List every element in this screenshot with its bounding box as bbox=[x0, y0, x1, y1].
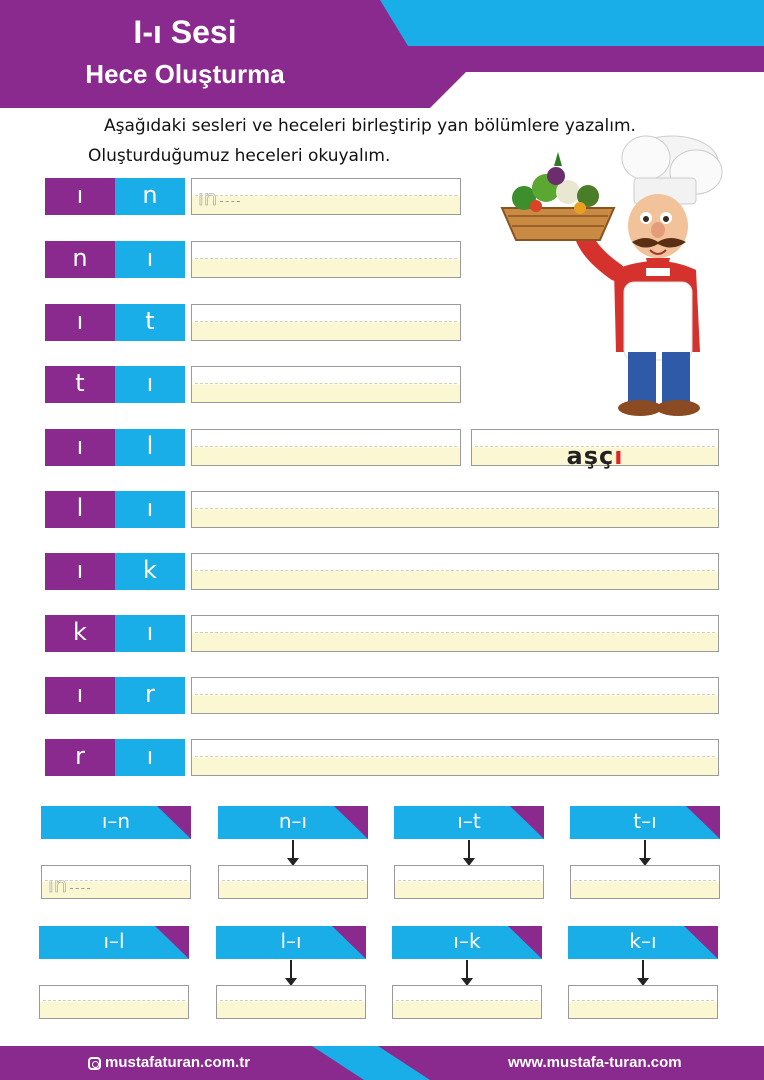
writing-box[interactable] bbox=[191, 241, 461, 278]
syllable-writing-box[interactable] bbox=[568, 985, 718, 1019]
letter-tile-right: ı bbox=[115, 366, 185, 403]
writing-box[interactable] bbox=[191, 677, 719, 714]
down-arrow-icon bbox=[466, 960, 468, 980]
letter-tile-left: k bbox=[45, 615, 115, 652]
trace-dash bbox=[220, 201, 240, 202]
down-arrow-icon bbox=[290, 960, 292, 980]
word-box[interactable] bbox=[471, 429, 719, 470]
instagram-icon bbox=[88, 1057, 101, 1070]
syllable-label: ı–k bbox=[392, 926, 542, 959]
writing-box[interactable] bbox=[191, 739, 719, 776]
letter-tile-right: n bbox=[115, 178, 185, 215]
letter-tile-right: ı bbox=[115, 491, 185, 528]
syllable-label: t–ı bbox=[570, 806, 720, 839]
down-arrow-icon bbox=[644, 840, 646, 860]
letter-tile-right: ı bbox=[115, 241, 185, 278]
trace-text: ın bbox=[48, 873, 68, 897]
letter-tile-left: ı bbox=[45, 178, 115, 215]
syllable-writing-box[interactable] bbox=[394, 865, 544, 899]
letter-tile-right: t bbox=[115, 304, 185, 341]
writing-box[interactable] bbox=[191, 553, 719, 590]
syllable-label: ı–n bbox=[41, 806, 191, 839]
syllable-writing-box[interactable] bbox=[392, 985, 542, 1019]
syllable-writing-box[interactable] bbox=[41, 865, 191, 899]
letter-tile-left: ı bbox=[45, 429, 115, 466]
letter-tile-left: ı bbox=[45, 553, 115, 590]
letter-tile-left: ı bbox=[45, 677, 115, 714]
down-arrow-icon bbox=[468, 840, 470, 860]
letter-tile-left: ı bbox=[45, 304, 115, 341]
chef-illustration bbox=[496, 130, 732, 422]
letter-tile-left: r bbox=[45, 739, 115, 776]
instruction-line-2: Oluşturduğumuz heceleri okuyalım. bbox=[88, 146, 391, 166]
down-arrow-icon bbox=[292, 840, 294, 860]
trace-text: ın bbox=[198, 186, 218, 210]
writing-box[interactable] bbox=[191, 366, 461, 403]
instruction-line-1: Aşağıdaki sesleri ve heceleri birleştirip yan bölümlere yazalım. bbox=[104, 116, 636, 136]
letter-tile-left: t bbox=[45, 366, 115, 403]
letter-tile-right: r bbox=[115, 677, 185, 714]
syllable-writing-box[interactable] bbox=[570, 865, 720, 899]
down-arrow-icon bbox=[642, 960, 644, 980]
word-prefix: aşç bbox=[566, 442, 615, 470]
syllable-label: ı–l bbox=[39, 926, 189, 959]
page-subtitle: Hece Oluşturma bbox=[85, 59, 285, 89]
writing-box[interactable] bbox=[191, 429, 461, 466]
letter-tile-right: k bbox=[115, 553, 185, 590]
letter-tile-right: l bbox=[115, 429, 185, 466]
footer-website[interactable]: www.mustafa-turan.com bbox=[508, 1054, 682, 1071]
syllable-label: n–ı bbox=[218, 806, 368, 839]
trace-dash bbox=[70, 888, 90, 889]
letter-tile-left: n bbox=[45, 241, 115, 278]
syllable-writing-box[interactable] bbox=[216, 985, 366, 1019]
page-title: I-ı Sesi bbox=[133, 14, 237, 50]
writing-box[interactable] bbox=[191, 615, 719, 652]
syllable-label: k–ı bbox=[568, 926, 718, 959]
syllable-label: ı–t bbox=[394, 806, 544, 839]
syllable-writing-box[interactable] bbox=[39, 985, 189, 1019]
syllable-label: l–ı bbox=[216, 926, 366, 959]
writing-box[interactable] bbox=[191, 178, 461, 215]
writing-box[interactable] bbox=[191, 304, 461, 341]
syllable-writing-box[interactable] bbox=[218, 865, 368, 899]
word-suffix-highlight: ı bbox=[614, 442, 624, 470]
letter-tile-right: ı bbox=[115, 739, 185, 776]
letter-tile-left: l bbox=[45, 491, 115, 528]
footer-instagram[interactable]: mustafaturan.com.tr bbox=[88, 1054, 250, 1071]
writing-box[interactable] bbox=[191, 491, 719, 528]
example-word bbox=[472, 442, 718, 470]
letter-tile-right: ı bbox=[115, 615, 185, 652]
